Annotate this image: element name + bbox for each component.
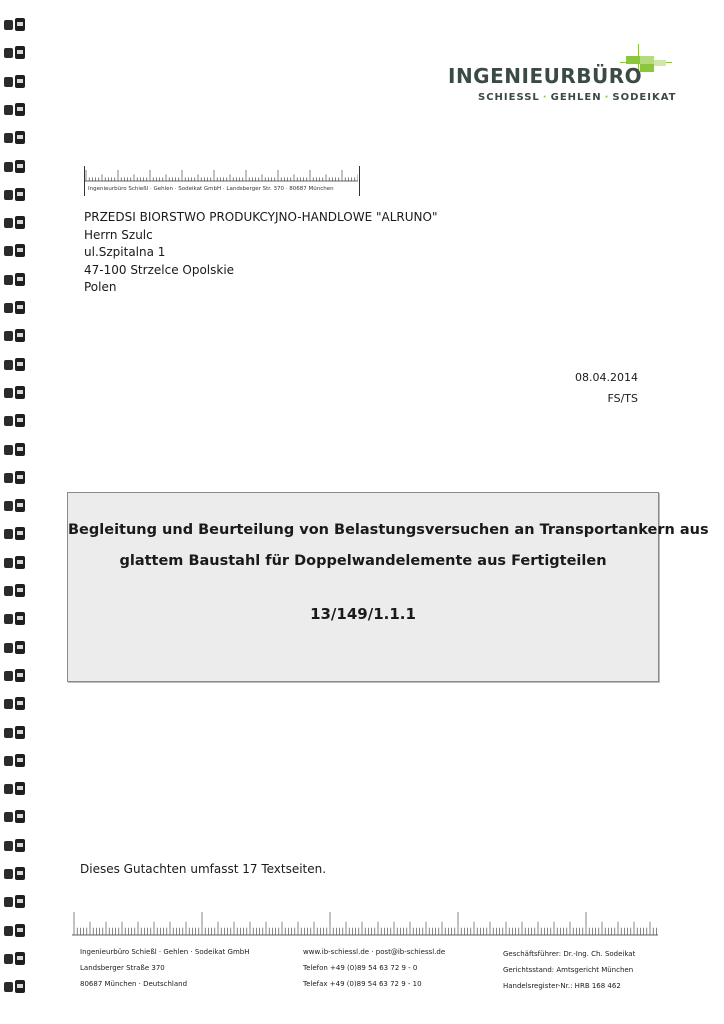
binding-ring — [4, 527, 26, 541]
recipient-country: Polen — [84, 280, 117, 294]
binding-ring — [4, 641, 26, 655]
binding-ring — [4, 131, 26, 145]
company-logo — [430, 40, 690, 110]
spiral-binding — [4, 18, 30, 1008]
binding-ring — [4, 612, 26, 626]
binding-ring — [4, 952, 26, 966]
report-title-box — [67, 492, 709, 682]
recipient-street: ul.Szpitalna 1 — [84, 245, 166, 259]
binding-ring — [4, 414, 26, 428]
binding-ring — [4, 443, 26, 457]
binding-ring — [4, 471, 26, 485]
binding-ring — [4, 980, 26, 994]
binding-ring — [4, 46, 26, 60]
binding-ring — [4, 358, 26, 372]
binding-ring — [4, 329, 26, 343]
report-title-line-1: Begleitung und Beurteilung von Belastungsversuchen an Transportankern aus — [68, 522, 709, 538]
binding-ring — [4, 18, 26, 32]
footer-ruler — [72, 912, 658, 936]
binding-ring — [4, 188, 26, 202]
binding-ring — [4, 301, 26, 315]
recipient-address — [84, 209, 437, 297]
binding-ring — [4, 867, 26, 881]
binding-ring — [4, 160, 26, 174]
binding-ring — [4, 839, 26, 853]
binding-ring — [4, 499, 26, 513]
binding-ring — [4, 754, 26, 768]
binding-ring — [4, 726, 26, 740]
logo-title: INGENIEURBÜRO — [448, 64, 643, 88]
binding-ring — [4, 556, 26, 570]
report-number: 13/149/1.1.1 — [310, 605, 416, 623]
binding-ring — [4, 386, 26, 400]
binding-ring — [4, 697, 26, 711]
binding-ring — [4, 75, 26, 89]
document-date: 08.04.2014 — [575, 371, 638, 384]
recipient-city: 47-100 Strzelce Opolskie — [84, 262, 235, 277]
binding-ring — [4, 924, 26, 938]
sender-line: Ingenieurbüro Schießl · Gehlen · Sodeikat GmbH · Landsberger Str. 370 · 80687 München — [88, 186, 334, 192]
binding-ring — [4, 273, 26, 287]
recipient-contact: Herrn Szulc — [84, 227, 153, 242]
binding-ring — [4, 244, 26, 258]
footer-registration: Geschäftsführer: Dr.-Ing. Ch. Sodeikat Gerichtsstand: Amtsgericht München Handelsregister-Nr.: HRB 168 462 — [503, 950, 636, 990]
binding-ring — [4, 895, 26, 909]
report-title-line-2: glattem Baustahl für Doppelwandelemente aus Fertigteilen — [119, 553, 607, 569]
recipient-company: PRZEDSI BIORSTWO PRODUKCYJNO-HANDLOWE "ALRUNO" — [84, 210, 438, 224]
scope-note: Dieses Gutachten umfasst 17 Textseiten. — [80, 862, 327, 876]
binding-ring — [4, 584, 26, 598]
footer-contact: www.ib-schiessl.de · post@ib-schiessl.de Telefon +49 (0)89 54 63 72 9 - 0 Telefax +49 (0)89 54 63 72 9 - 10 — [303, 948, 446, 988]
footer-company: Ingenieurbüro Schießl · Gehlen · Sodeikat GmbH Landsberger Straße 370 80687 München · Deutschland — [80, 948, 250, 988]
document-reference: FS/TS — [607, 392, 638, 405]
binding-ring — [4, 782, 26, 796]
binding-ring — [4, 669, 26, 683]
binding-ring — [4, 810, 26, 824]
binding-ring — [4, 103, 26, 117]
logo-partners: SCHIESSL · GEHLEN · SODEIKAT — [478, 92, 677, 103]
binding-ring — [4, 216, 26, 230]
